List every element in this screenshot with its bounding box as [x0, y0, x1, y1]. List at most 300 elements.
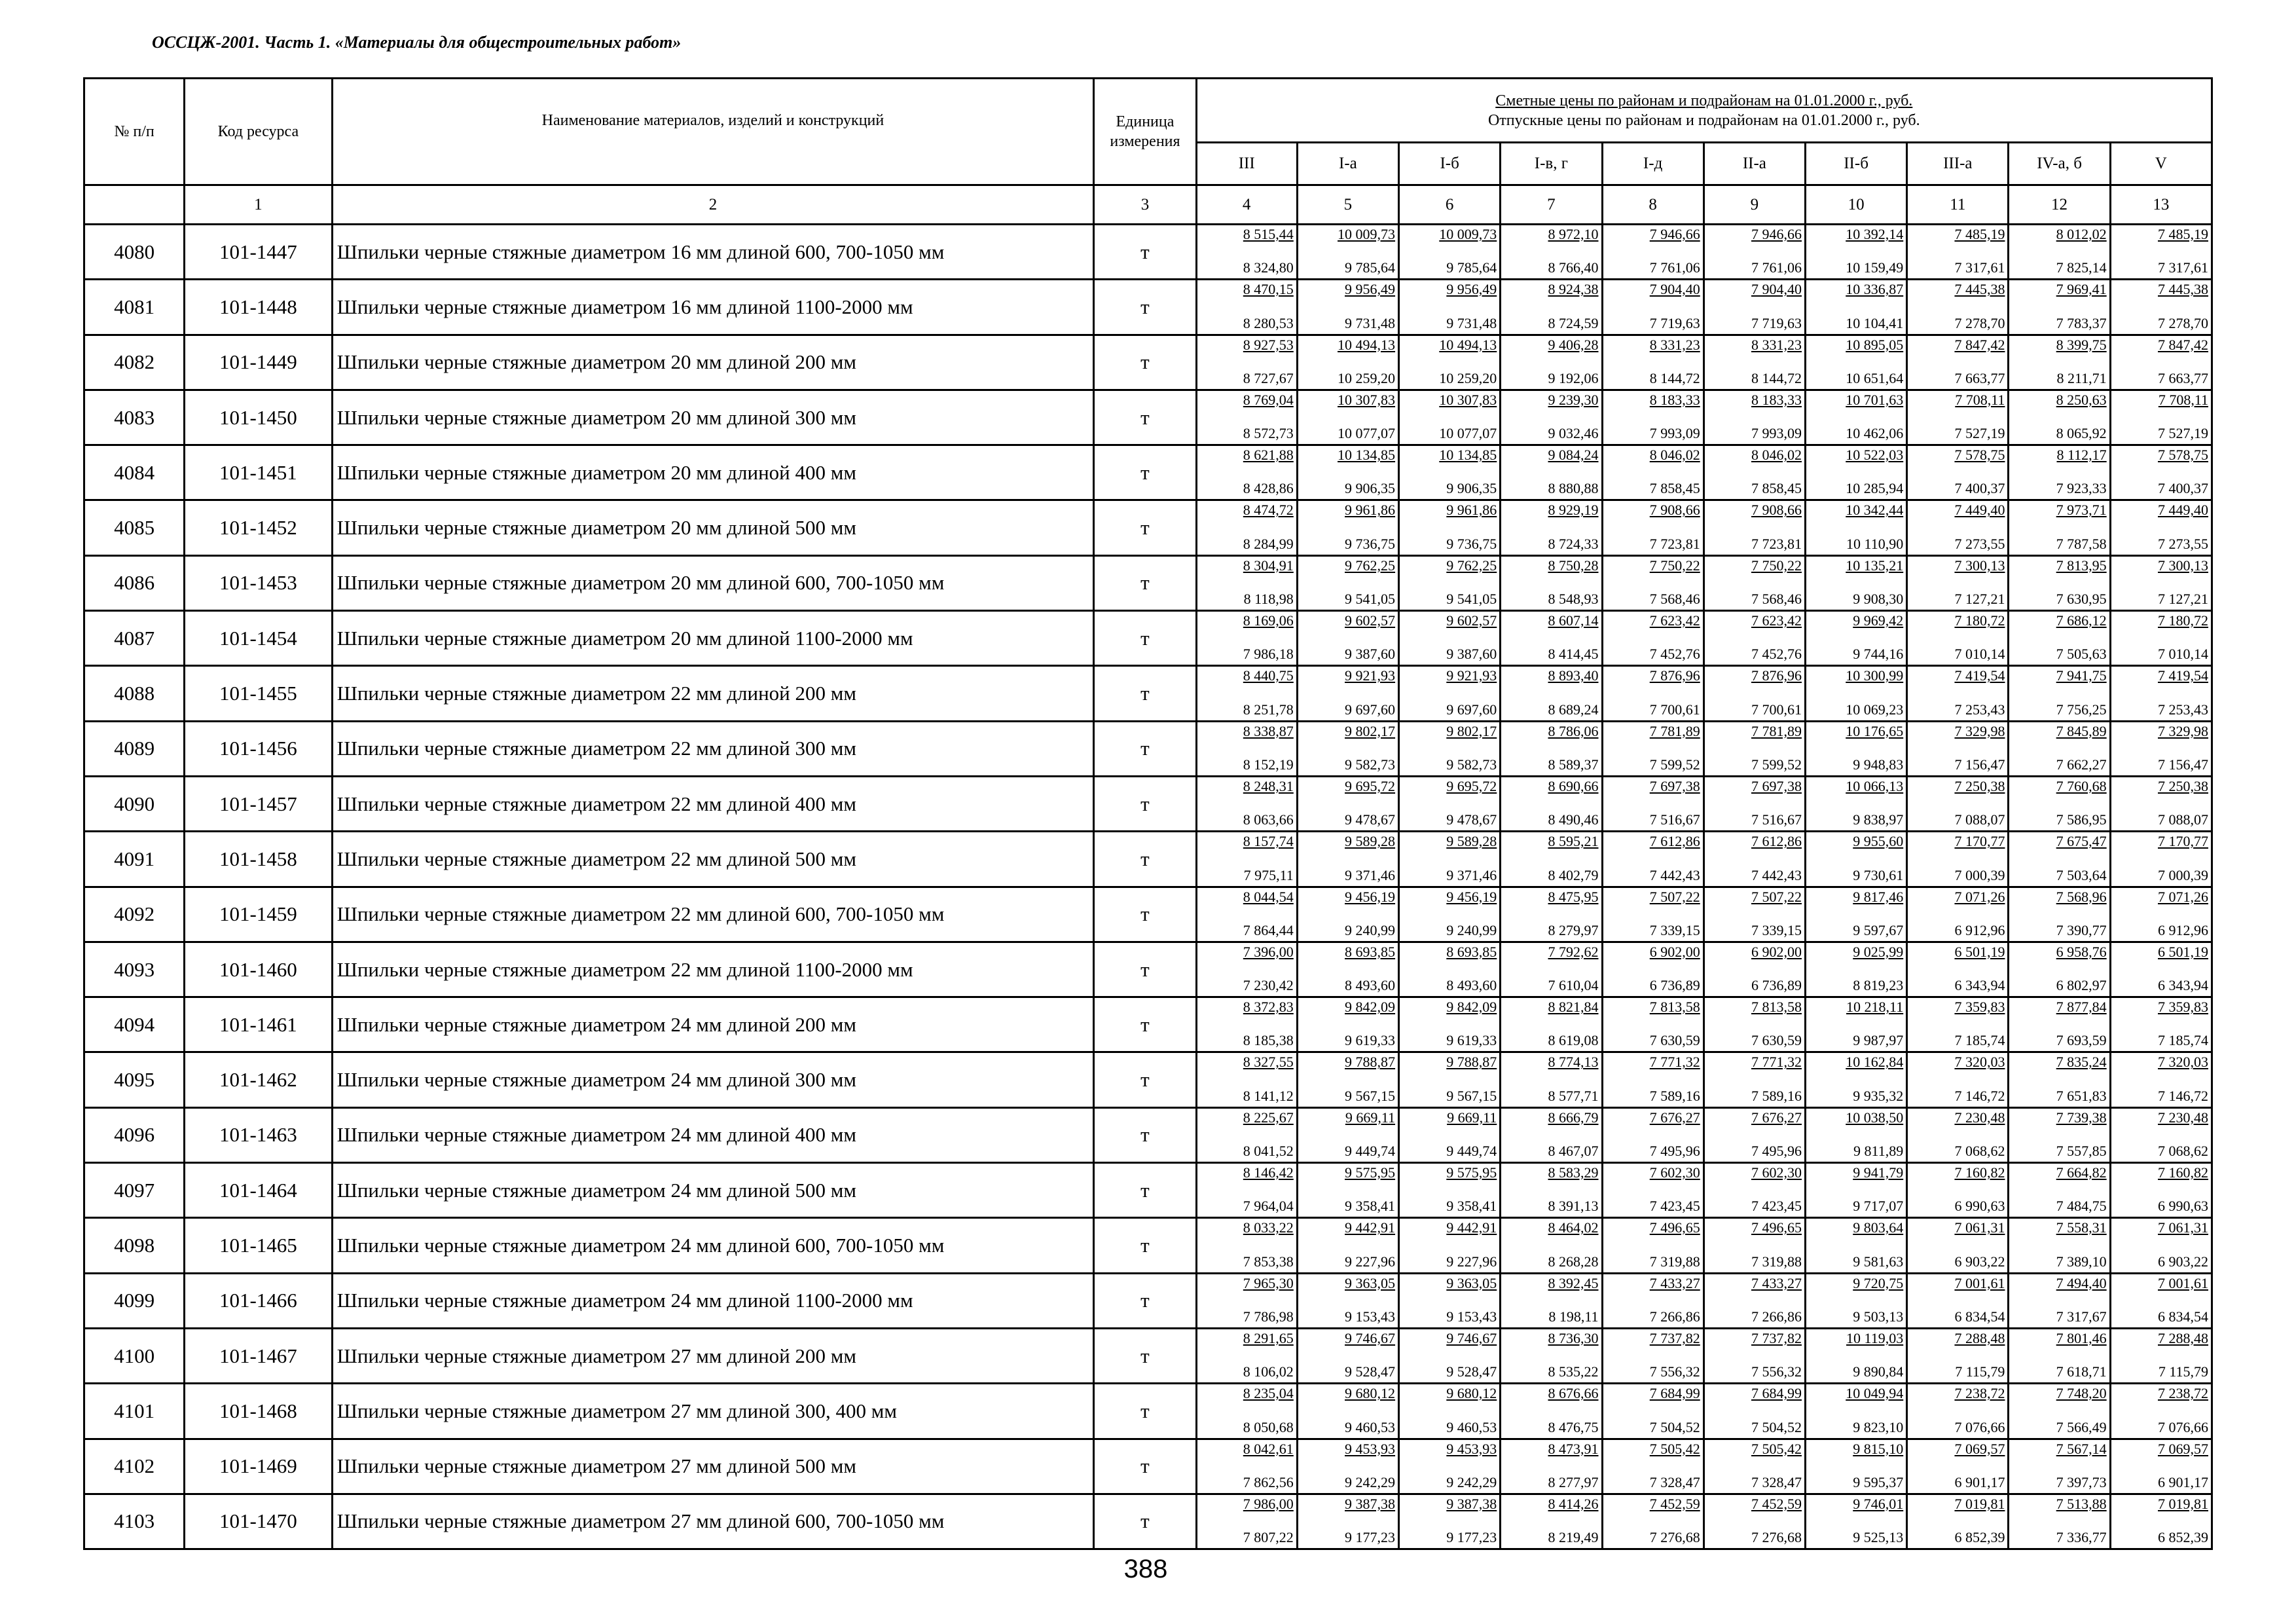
estimated-price: 9 961,86 [1345, 502, 1396, 519]
estimated-price: 7 847,42 [2158, 336, 2208, 353]
estimated-price: 8 392,45 [1548, 1274, 1599, 1291]
release-price: 8 279,97 [1548, 921, 1599, 938]
release-price: 7 442,43 [1649, 866, 1700, 883]
table-row [84, 942, 2212, 997]
release-price: 8 880,88 [1548, 480, 1599, 497]
resource-code: 101-1463 [185, 1107, 332, 1162]
release-price: 9 371,46 [1345, 866, 1396, 883]
release-price: 8 689,24 [1548, 701, 1599, 718]
release-price: 7 586,95 [2056, 811, 2107, 828]
estimated-price: 7 001,61 [1954, 1274, 2005, 1291]
release-price: 7 253,43 [1954, 701, 2005, 718]
price-cell [1602, 942, 1704, 997]
estimated-price: 9 602,57 [1446, 612, 1497, 629]
material-name: Шпильки черные стяжные диаметром 24 мм длиной 600, 700-1050 мм [332, 1218, 1094, 1273]
table-row [84, 1439, 2212, 1494]
column-number: 7 [1501, 185, 1602, 225]
release-price: 7 761,06 [1649, 259, 1700, 276]
release-price: 7 825,14 [2056, 259, 2107, 276]
release-price: 7 527,19 [2158, 425, 2208, 442]
release-price: 7 317,61 [1954, 259, 2005, 276]
release-price: 8 063,66 [1243, 811, 1294, 828]
unit: т [1094, 721, 1196, 776]
row-number: 4090 [84, 776, 185, 831]
release-price: 7 700,61 [1649, 701, 1700, 718]
price-cell [1907, 887, 2009, 942]
estimated-price: 7 452,59 [1751, 1495, 1802, 1512]
release-price: 7 527,19 [1954, 425, 2005, 442]
row-number: 4092 [84, 887, 185, 942]
release-price: 7 663,77 [1954, 369, 2005, 386]
price-cell [1399, 1328, 1501, 1383]
price-cell [1704, 942, 1805, 997]
price-cell [1602, 832, 1704, 887]
release-price: 7 319,88 [1751, 1253, 1802, 1270]
estimated-price: 8 304,91 [1243, 557, 1294, 574]
price-cell [1907, 1218, 2009, 1273]
price-cell [1704, 1439, 1805, 1494]
price-cell [1501, 776, 1602, 831]
release-price: 9 838,97 [1853, 811, 1904, 828]
price-cell [1602, 721, 1704, 776]
release-price: 9 032,46 [1548, 425, 1599, 442]
price-cell [1704, 1494, 1805, 1549]
estimated-price: 8 736,30 [1548, 1329, 1599, 1346]
release-price: 7 556,32 [1751, 1363, 1802, 1380]
price-cell [1196, 1218, 1297, 1273]
estimated-price: 8 473,91 [1548, 1440, 1599, 1457]
release-price: 7 719,63 [1751, 314, 1802, 331]
estimated-price: 7 071,26 [1954, 888, 2005, 905]
price-cell [2110, 611, 2212, 666]
release-price: 8 493,60 [1345, 977, 1396, 994]
estimated-price: 7 781,89 [1751, 722, 1802, 739]
resource-code: 101-1468 [185, 1384, 332, 1439]
estimated-price: 9 602,57 [1345, 612, 1396, 629]
price-cell [2110, 1439, 2212, 1494]
estimated-price: 8 146,42 [1243, 1164, 1294, 1181]
release-price: 7 185,74 [2158, 1032, 2208, 1049]
unit: т [1094, 555, 1196, 610]
price-cell [1399, 776, 1501, 831]
estimated-price: 8 033,22 [1243, 1219, 1294, 1236]
estimated-price: 8 475,95 [1548, 888, 1599, 905]
price-cell [1297, 887, 1398, 942]
release-price: 9 227,96 [1446, 1253, 1497, 1270]
price-cell [1602, 445, 1704, 500]
row-number: 4081 [84, 280, 185, 335]
release-price: 7 115,79 [1955, 1363, 2005, 1380]
table-row [84, 1218, 2212, 1273]
estimated-price: 7 445,38 [2158, 281, 2208, 298]
row-number: 4082 [84, 335, 185, 390]
material-name: Шпильки черные стяжные диаметром 16 мм длиной 600, 700-1050 мм [332, 225, 1094, 280]
estimated-price: 8 621,88 [1243, 447, 1294, 464]
estimated-price: 8 331,23 [1649, 336, 1700, 353]
price-cell [1602, 887, 1704, 942]
release-price: 7 787,58 [2056, 535, 2107, 552]
price-cell [1602, 500, 1704, 555]
estimated-price: 10 895,05 [1846, 336, 1904, 353]
region-header: III [1196, 143, 1297, 185]
estimated-price: 9 442,91 [1345, 1219, 1396, 1236]
region-header: V [2110, 143, 2212, 185]
price-cell [1602, 1218, 1704, 1273]
release-price: 6 990,63 [1954, 1198, 2005, 1215]
price-cell [2009, 445, 2110, 500]
release-price: 7 423,45 [1751, 1198, 1802, 1215]
estimated-price: 7 250,38 [1954, 777, 2005, 794]
price-cell [2009, 887, 2110, 942]
estimated-price: 7 623,42 [1751, 612, 1802, 629]
estimated-price: 9 921,93 [1345, 667, 1396, 684]
estimated-price: 7 250,38 [2158, 777, 2208, 794]
material-name: Шпильки черные стяжные диаметром 16 мм длиной 1100-2000 мм [332, 280, 1094, 335]
release-price: 8 280,53 [1243, 314, 1294, 331]
estimated-price: 10 342,44 [1846, 502, 1904, 519]
price-cell [2110, 1218, 2212, 1273]
row-number: 4103 [84, 1494, 185, 1549]
release-price: 10 259,20 [1338, 369, 1396, 386]
unit: т [1094, 1273, 1196, 1328]
row-number: 4080 [84, 225, 185, 280]
price-cell [1805, 942, 1906, 997]
row-number: 4099 [84, 1273, 185, 1328]
estimated-price: 7 739,38 [2056, 1109, 2107, 1126]
release-price: 7 328,47 [1751, 1473, 1802, 1490]
price-cell [1602, 1163, 1704, 1218]
release-price: 7 076,66 [1954, 1418, 2005, 1435]
release-price: 7 599,52 [1649, 756, 1700, 773]
price-cell [1501, 1107, 1602, 1162]
release-price: 9 785,64 [1446, 259, 1497, 276]
estimated-price: 7 433,27 [1649, 1274, 1700, 1291]
release-price: 7 273,55 [1954, 535, 2005, 552]
release-price: 7 495,96 [1649, 1143, 1700, 1160]
price-cell [2009, 225, 2110, 280]
price-cell [1704, 1163, 1805, 1218]
estimated-price: 7 737,82 [1751, 1329, 1802, 1346]
price-cell [1196, 280, 1297, 335]
table-row [84, 280, 2212, 335]
estimated-price: 10 300,99 [1846, 667, 1904, 684]
table-row [84, 666, 2212, 721]
column-number: 5 [1297, 185, 1398, 225]
estimated-price: 7 684,99 [1649, 1385, 1700, 1402]
price-cell [1602, 555, 1704, 610]
price-cell [1501, 445, 1602, 500]
estimated-price: 7 170,77 [1954, 833, 2005, 850]
row-number: 4086 [84, 555, 185, 610]
estimated-price: 9 956,49 [1345, 281, 1396, 298]
release-price: 9 227,96 [1345, 1253, 1396, 1270]
resource-code: 101-1464 [185, 1163, 332, 1218]
estimated-price: 7 359,83 [2158, 999, 2208, 1016]
release-price: 6 912,96 [1954, 921, 2005, 938]
estimated-price: 7 664,82 [2056, 1164, 2107, 1181]
estimated-price: 7 568,96 [2056, 888, 2107, 905]
price-cell [1602, 1052, 1704, 1107]
release-price: 7 807,22 [1243, 1529, 1294, 1546]
estimated-price: 8 924,38 [1548, 281, 1599, 298]
price-cell [2009, 1163, 2110, 1218]
release-price: 6 852,39 [2158, 1529, 2208, 1546]
release-price: 9 177,23 [1345, 1529, 1396, 1546]
estimated-price: 7 969,41 [2056, 281, 2107, 298]
estimated-price: 7 684,99 [1751, 1385, 1802, 1402]
estimated-price: 9 817,46 [1853, 888, 1904, 905]
estimated-price: 8 331,23 [1751, 336, 1802, 353]
material-name: Шпильки черные стяжные диаметром 27 мм длиной 300, 400 мм [332, 1384, 1094, 1439]
estimated-price: 7 567,14 [2056, 1440, 2107, 1457]
release-price: 9 503,13 [1853, 1308, 1904, 1325]
estimated-price: 9 084,24 [1548, 447, 1599, 464]
price-cell [1399, 1494, 1501, 1549]
estimated-price: 7 602,30 [1751, 1164, 1802, 1181]
estimated-price: 7 813,95 [2056, 557, 2107, 574]
price-cell [1297, 500, 1398, 555]
price-cell [1501, 280, 1602, 335]
price-cell [1297, 1273, 1398, 1328]
estimated-price: 7 760,68 [2056, 777, 2107, 794]
material-name: Шпильки черные стяжные диаметром 22 мм длиной 500 мм [332, 832, 1094, 887]
price-cell [1501, 1052, 1602, 1107]
release-price: 9 460,53 [1446, 1418, 1497, 1435]
price-cell [1501, 611, 1602, 666]
column-number: 1 [185, 185, 332, 225]
document-title: ОССЦЖ-2001. Часть 1. «Материалы для общестроительных работ» [152, 33, 682, 52]
release-price: 9 242,29 [1345, 1473, 1396, 1490]
price-cell [1805, 1384, 1906, 1439]
estimated-price: 7 505,42 [1751, 1440, 1802, 1457]
material-name: Шпильки черные стяжные диаметром 24 мм длиной 500 мм [332, 1163, 1094, 1218]
estimated-price: 7 180,72 [1954, 612, 2005, 629]
price-cell [1196, 225, 1297, 280]
estimated-price: 9 453,93 [1345, 1440, 1396, 1457]
price-cell [1297, 1384, 1398, 1439]
release-price: 9 449,74 [1345, 1143, 1396, 1160]
price-cell [1602, 1273, 1704, 1328]
release-price: 7 266,86 [1649, 1308, 1700, 1325]
estimated-price: 7 612,86 [1751, 833, 1802, 850]
resource-code: 101-1449 [185, 335, 332, 390]
resource-code: 101-1458 [185, 832, 332, 887]
estimated-price: 9 961,86 [1446, 502, 1497, 519]
price-cell [2110, 225, 2212, 280]
price-cell [1907, 1107, 2009, 1162]
price-cell [1805, 1328, 1906, 1383]
estimated-price: 7 329,98 [1954, 722, 2005, 739]
release-price: 7 146,72 [1954, 1087, 2005, 1104]
estimated-price: 8 440,75 [1243, 667, 1294, 684]
release-price: 7 964,04 [1243, 1198, 1294, 1215]
resource-code: 101-1467 [185, 1328, 332, 1383]
unit: т [1094, 280, 1196, 335]
estimated-price: 7 697,38 [1751, 777, 1802, 794]
price-cell [2110, 390, 2212, 445]
release-price: 9 935,32 [1853, 1087, 1904, 1104]
estimated-price: 8 515,44 [1243, 226, 1294, 242]
release-price: 8 277,97 [1548, 1473, 1599, 1490]
release-price: 10 285,94 [1846, 480, 1904, 497]
release-price: 6 736,89 [1649, 977, 1700, 994]
price-cell [1399, 887, 1501, 942]
release-price: 7 010,14 [2158, 646, 2208, 663]
price-cell [1297, 1107, 1398, 1162]
resource-code: 101-1450 [185, 390, 332, 445]
release-price: 7 276,68 [1649, 1529, 1700, 1546]
material-name: Шпильки черные стяжные диаметром 20 мм длиной 300 мм [332, 390, 1094, 445]
price-cell [1805, 225, 1906, 280]
release-price: 7 975,11 [1243, 866, 1294, 883]
release-price: 8 219,49 [1548, 1529, 1599, 1546]
resource-code: 101-1461 [185, 997, 332, 1052]
region-header: I-б [1399, 143, 1501, 185]
release-price: 6 834,54 [1954, 1308, 2005, 1325]
estimated-price: 8 183,33 [1649, 391, 1700, 408]
price-cell [2110, 1107, 2212, 1162]
price-cell [1805, 1052, 1906, 1107]
price-cell [1602, 1384, 1704, 1439]
estimated-price: 7 676,27 [1649, 1109, 1700, 1126]
estimated-price: 6 958,76 [2056, 943, 2107, 960]
release-price: 9 731,48 [1446, 314, 1497, 331]
estimated-price: 8 690,66 [1548, 777, 1599, 794]
release-price: 9 948,83 [1853, 756, 1904, 773]
estimated-price: 8 774,13 [1548, 1054, 1599, 1071]
table-row [84, 832, 2212, 887]
release-price: 10 077,07 [1338, 425, 1396, 442]
release-price: 7 266,86 [1751, 1308, 1802, 1325]
release-price: 9 731,48 [1345, 314, 1396, 331]
release-price: 7 273,55 [2158, 535, 2208, 552]
release-price: 8 414,45 [1548, 646, 1599, 663]
price-cell [1602, 611, 1704, 666]
unit: т [1094, 500, 1196, 555]
release-price: 7 115,79 [2158, 1363, 2208, 1380]
price-cell [2009, 1273, 2110, 1328]
estimated-price: 10 522,03 [1846, 447, 1904, 464]
estimated-price: 10 038,50 [1846, 1109, 1904, 1126]
table-row [84, 776, 2212, 831]
column-number: 12 [2009, 185, 2110, 225]
price-cell [1907, 1328, 2009, 1383]
resource-code: 101-1447 [185, 225, 332, 280]
release-price: 9 736,75 [1345, 535, 1396, 552]
release-price: 9 597,67 [1853, 921, 1904, 938]
estimated-price: 7 069,57 [1954, 1440, 2005, 1457]
price-cell [2110, 832, 2212, 887]
price-cell [1907, 390, 2009, 445]
release-price: 7 557,85 [2056, 1143, 2107, 1160]
estimated-price: 9 680,12 [1446, 1385, 1497, 1402]
price-cell [1704, 280, 1805, 335]
table-row [84, 445, 2212, 500]
release-price: 9 581,63 [1853, 1253, 1904, 1270]
release-price: 9 460,53 [1345, 1418, 1396, 1435]
estimated-price: 9 695,72 [1345, 777, 1396, 794]
price-cell [1805, 445, 1906, 500]
row-number: 4088 [84, 666, 185, 721]
estimated-price: 7 578,75 [1954, 447, 2005, 464]
resource-code: 101-1460 [185, 942, 332, 997]
price-cell [1297, 666, 1398, 721]
release-price: 10 651,64 [1846, 369, 1904, 386]
release-price: 9 240,99 [1446, 921, 1497, 938]
price-cell [1805, 280, 1906, 335]
column-number-blank [84, 185, 185, 225]
estimated-price: 8 042,61 [1243, 1440, 1294, 1457]
release-price: 7 618,71 [2056, 1363, 2107, 1380]
release-price: 9 177,23 [1446, 1529, 1497, 1546]
column-number: 4 [1196, 185, 1297, 225]
header-release-prices: Отпускные цены по районам и подрайонам на 01.01.2000 г., руб. [1487, 111, 1920, 129]
estimated-price: 7 876,96 [1649, 667, 1700, 684]
price-cell [1704, 335, 1805, 390]
release-price: 8 211,71 [2056, 369, 2107, 386]
price-cell [1907, 500, 2009, 555]
price-cell [1704, 1052, 1805, 1107]
release-price: 8 050,68 [1243, 1418, 1294, 1435]
release-price: 7 452,76 [1649, 646, 1700, 663]
price-cell [1704, 1273, 1805, 1328]
price-cell [2110, 1052, 2212, 1107]
estimated-price: 10 135,21 [1846, 557, 1904, 574]
price-cell [1196, 445, 1297, 500]
price-cell [1196, 721, 1297, 776]
price-cell [1805, 666, 1906, 721]
release-price: 8 724,59 [1548, 314, 1599, 331]
release-price: 7 783,37 [2056, 314, 2107, 331]
estimated-price: 7 288,48 [2158, 1329, 2208, 1346]
material-name: Шпильки черные стяжные диаметром 27 мм длиной 500 мм [332, 1439, 1094, 1494]
price-cell [1907, 942, 2009, 997]
price-cell [1704, 611, 1805, 666]
estimated-price: 10 049,94 [1846, 1385, 1904, 1402]
price-cell [2110, 500, 2212, 555]
price-cell [1805, 1218, 1906, 1273]
release-price: 7 630,95 [2056, 591, 2107, 608]
estimated-price: 8 927,53 [1243, 336, 1294, 353]
release-price: 6 901,17 [1954, 1473, 2005, 1490]
row-number: 4098 [84, 1218, 185, 1273]
price-cell [1399, 1384, 1501, 1439]
price-cell [1399, 1439, 1501, 1494]
estimated-price: 7 433,27 [1751, 1274, 1802, 1291]
release-price: 8 428,86 [1243, 480, 1294, 497]
price-cell [1399, 1163, 1501, 1218]
release-price: 7 390,77 [2056, 921, 2107, 938]
release-price: 7 400,37 [2158, 480, 2208, 497]
estimated-price: 8 225,67 [1243, 1109, 1294, 1126]
estimated-price: 9 456,19 [1446, 888, 1497, 905]
region-header: IV-а, б [2009, 143, 2110, 185]
unit: т [1094, 611, 1196, 666]
price-cell [1907, 445, 2009, 500]
price-cell [1501, 666, 1602, 721]
release-price: 9 242,29 [1446, 1473, 1497, 1490]
unit: т [1094, 1328, 1196, 1383]
price-cell [1602, 997, 1704, 1052]
table-row [84, 555, 2212, 610]
row-number: 4101 [84, 1384, 185, 1439]
resource-code: 101-1452 [185, 500, 332, 555]
estimated-price: 7 001,61 [2158, 1274, 2208, 1291]
price-cell [2009, 280, 2110, 335]
release-price: 7 505,63 [2056, 646, 2107, 663]
release-price: 7 761,06 [1751, 259, 1802, 276]
estimated-price: 10 009,73 [1439, 226, 1497, 242]
